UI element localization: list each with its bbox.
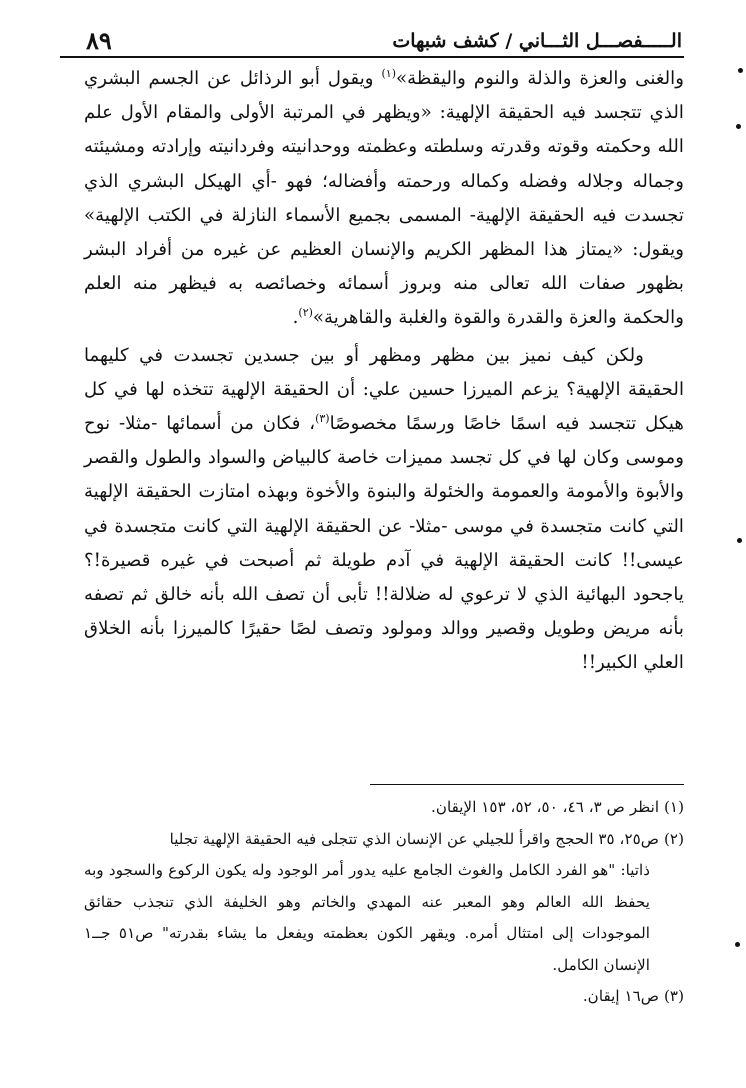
footnote-divider — [370, 784, 684, 785]
paragraph-2-text-a: ولكن كيف نميز بين مظهر ومظهر أو بين جسدين تجسدت في كليهما الحقيقة الإلهية؟ يزعم الميرزا حسين علي: أن الحقيقة الإلهية تتخذه لها في كل هيكل تتجسد فيه اسمًا خاصًا ورسمًا مخصوصًا — [84, 344, 684, 435]
paragraph-1 — [84, 62, 684, 336]
paragraph-2 — [84, 339, 684, 681]
footnote-ref-3: (٣) — [315, 411, 330, 425]
footnote-ref-2: (٢) — [298, 306, 313, 320]
footnote-2-first-line: (٢) ص٢٥، ٣٥ الحجج واقرأ للجيلي عن الإنسان الذي تتجلى فيه الحقيقة الإلهية تجليا — [169, 829, 684, 848]
paragraph-2-text-b: ، فكان من أسمائها -مثلا- نوح وموسى وكان لها في كل تجسد مميزات خاصة كالبياض والسواد والطول والقصر والأبوة والأمومة والعمومة والخئولة والبنوة والأخوة وبهذه امتازت الحقيقة الإلهية التي كانت متجسدة في موسى -مثلا- عن الحقيقة الإلهية التي كانت متجسدة في عيسى!! كانت الحقيقة الإلهية في آدم طويلة ثم أصبحت في غيره قصيرة!؟ ياجحود البهائية الذي لا ترعوي له ضلالة!! تأبى أن تصف الله بأنه خالق ثم تصفه بأنه مريض وطويل وقصير ووالد ومولود وتصف لصًا حقيرًا كالميرزا بأنه الخلاق العلي الكبير!! — [84, 413, 684, 674]
margin-mark — [735, 942, 740, 947]
footnote-3: (٣) ص١٦ إيقان. — [582, 987, 684, 1005]
footnotes — [84, 792, 684, 1013]
footnote-2 — [84, 824, 684, 856]
footnote-ref-1: (١) — [381, 66, 397, 80]
footnote-2-continuation: ذاتيا: "هو الفرد الكامل والغوث الجامع عليه يدور أمر الوجود وله يكون الركوع والسجود وبه يحفظ الله العالم وهو المعبر عنه المهدي والخاتم وهو الخليفة الذي تنجذب حقائق الموجودات إلى امتثال أمره. ويقهر الكون بعظمته ويفعل ما يشاء بقدرته" ص٥١ جــ١ الإنسان الكامل. — [84, 861, 650, 974]
margin-mark — [736, 124, 741, 129]
margin-mark — [737, 538, 742, 543]
paragraph-1-text-a: والغنى والعزة والذلة والنوم واليقظة» — [396, 68, 684, 89]
margin-mark — [738, 68, 743, 73]
page-number: ٨٩ — [86, 26, 112, 55]
running-title: الـــــفصـــل الثـــاني / كشف شبهات — [392, 30, 682, 52]
page-header — [60, 22, 684, 58]
footnote-1: (١) انظر ص ٣، ٤٦، ٥٠، ٥٢، ١٥٣ الإيقان. — [431, 798, 684, 816]
paragraph-1-end: . — [292, 307, 299, 329]
paragraph-1-text-b: ويقول أبو الرذائل عن الجسم البشري الذي تتجسد فيه الحقيقة الإلهية: «ويظهر في المرتبة الأولى والمقام الأول علم الله وحكمته وقوته وقدرته وسلطته وعظمته ووحدانيته وفردانيته وإرادته ومشيئته وجماله وجلاله وفضله وكماله ورحمته وأفضاله؛ فهو -أي الهيكل البشري الذي تجسدت فيه الحقيقة الإلهية- المسمى بجميع الأسماء النازلة في الكتب الإلهية» ويقول: «يمتاز هذا المظهر الكريم والإنسان العظيم عن غيره من أفراد البشر بظهور صفات الله تعالى منه وبروز أسمائه وخصائصه به فيظهر منه العلم والحكمة والعزة والقدرة والقوة والغلبة والقاهرية» — [84, 68, 684, 329]
main-text — [84, 62, 684, 681]
